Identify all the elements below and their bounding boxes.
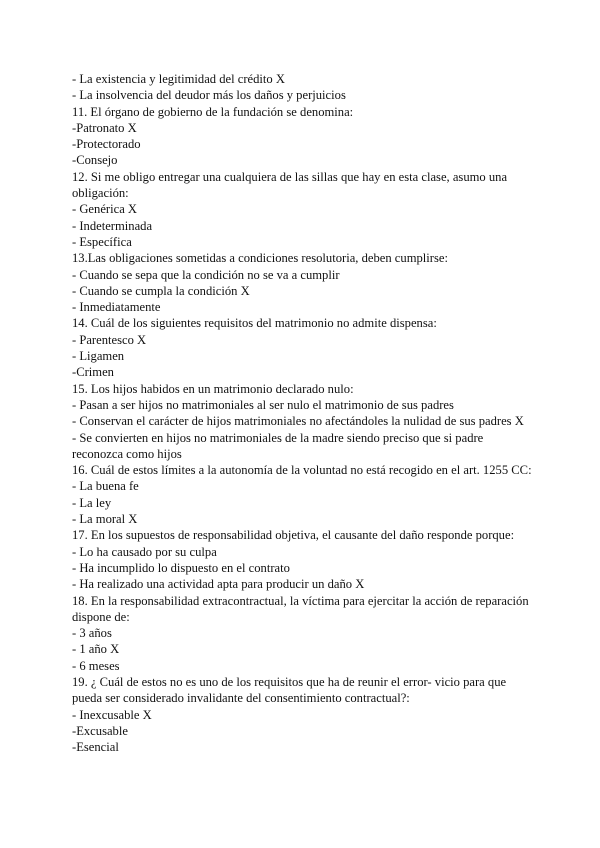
answer-option: - La buena fe: [72, 479, 139, 494]
answer-option: - 6 meses: [72, 658, 120, 673]
question-14: 14. Cuál de los siguientes requisitos del matrimonio no admite dispensa:: [72, 316, 437, 331]
answer-option: - Ha incumplido lo dispuesto en el contrato: [72, 560, 290, 575]
answer-option: - Pasan a ser hijos no matrimoniales al ser nulo el matrimonio de sus padres: [72, 397, 454, 412]
answer-option: - La insolvencia del deudor más los daños y perjuicios: [72, 88, 346, 103]
answer-option: - Se convierten en hijos no matrimoniales de la madre siendo preciso que si padre reconozca como hijos: [72, 430, 484, 461]
answer-option: - Conservan el carácter de hijos matrimoniales no afectándoles la nulidad de sus padres X: [72, 414, 524, 429]
answer-option: - La ley: [72, 495, 112, 510]
answer-option: - La moral X: [72, 512, 138, 527]
answer-option: -Esencial: [72, 740, 119, 755]
answer-option: - Ligamen: [72, 349, 125, 364]
answer-option: - Ha realizado una actividad apta para producir un daño X: [72, 577, 365, 592]
answer-option: -Patronato X: [72, 120, 137, 135]
answer-option: - Indeterminada: [72, 218, 153, 233]
answer-option: - Específica: [72, 234, 132, 249]
question-18: 18. En la responsabilidad extracontractual, la víctima para ejercitar la acción de reparación dispone de:: [72, 593, 529, 624]
question-11: 11. El órgano de gobierno de la fundación se denomina:: [72, 104, 354, 119]
answer-option: - 3 años: [72, 626, 112, 641]
answer-option: - Genérica X: [72, 202, 138, 217]
answer-option: - Cuando se sepa que la condición no se va a cumplir: [72, 267, 340, 282]
question-12: 12. Si me obligo entregar una cualquiera de las sillas que hay en esta clase, asumo una obligación:: [72, 169, 508, 201]
answer-option: - Parentesco X: [72, 332, 147, 347]
answer-option: - Inexcusable X: [72, 707, 152, 722]
answer-option: -Protectorado: [72, 137, 141, 152]
question-13: 13.Las obligaciones sometidas a condiciones resolutoria, deben cumplirse:: [72, 251, 448, 266]
answer-option: -Excusable: [72, 723, 128, 738]
answer-option: -Consejo: [72, 153, 118, 168]
question-19: 19. ¿ Cuál de estos no es uno de los requisitos que ha de reunir el error- vicio para que pueda ser considerado invalidante del consentimiento contractual?:: [72, 674, 507, 706]
answer-option: - Cuando se cumpla la condición X: [72, 283, 250, 298]
document-body: [72, 71, 532, 755]
answer-option: - 1 año X: [72, 642, 120, 657]
answer-option: -Crimen: [72, 365, 114, 380]
question-17: 17. En los supuestos de responsabilidad objetiva, el causante del daño responde porque:: [72, 528, 515, 543]
answer-option: - La existencia y legitimidad del crédito X: [72, 72, 285, 86]
question-16: 16. Cuál de estos límites a la autonomía de la voluntad no está recogido en el art. 1255 CC:: [72, 463, 532, 478]
answer-option: - Inmediatamente: [72, 300, 161, 315]
question-15: 15. Los hijos habidos en un matrimonio declarado nulo:: [72, 381, 354, 396]
answer-option: - Lo ha causado por su culpa: [72, 544, 217, 559]
